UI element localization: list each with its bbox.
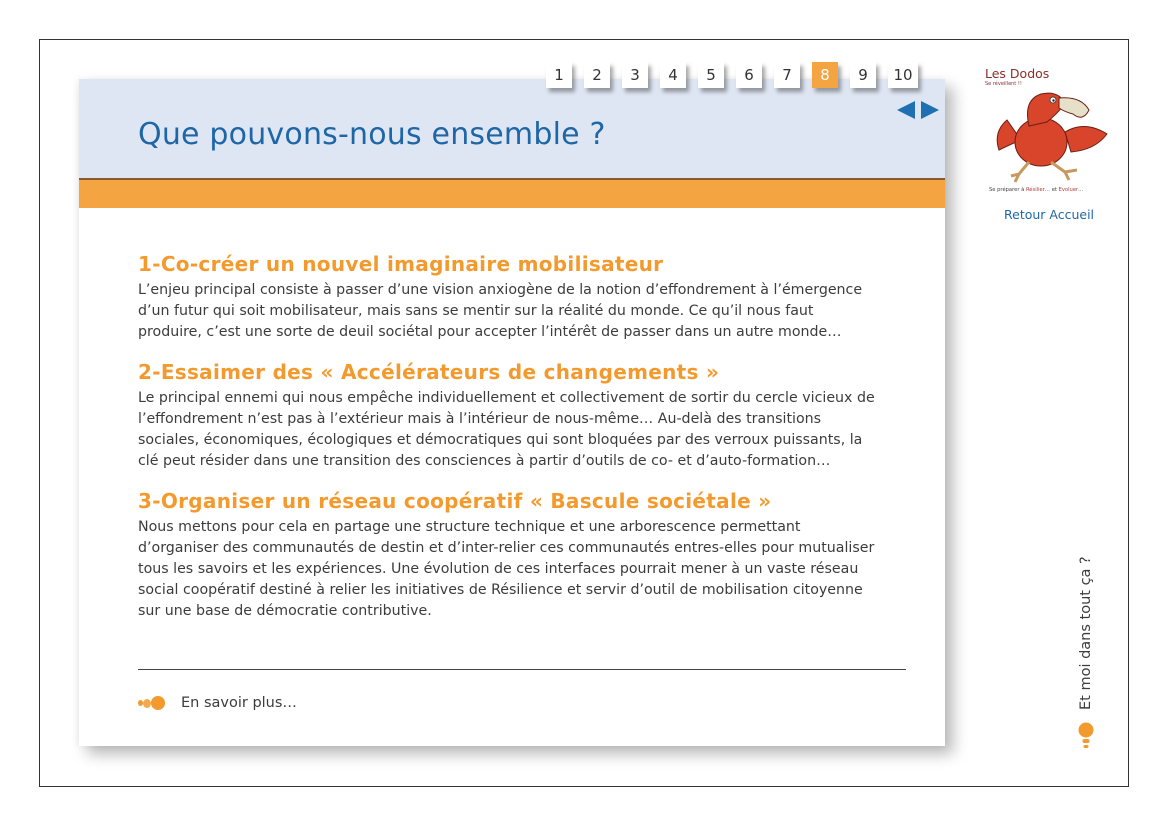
section-title: 3-Organiser un réseau coopératif « Bascule sociétale » — [138, 489, 772, 513]
section-title: 1-Co-créer un nouvel imaginaire mobilisateur — [138, 252, 664, 276]
page-3-button[interactable]: 3 — [622, 62, 648, 88]
section-1 — [138, 252, 878, 343]
divider — [138, 669, 906, 670]
page-10-button[interactable]: 10 — [888, 62, 918, 88]
logo-subtitle: Se réveillent !! — [985, 81, 1022, 87]
page-1-button[interactable]: 1 — [546, 62, 572, 88]
home-link[interactable]: Retour Accueil — [1004, 207, 1095, 222]
page-7-button[interactable]: 7 — [774, 62, 800, 88]
logo-title: Les Dodos — [985, 66, 1050, 81]
more-link[interactable] — [138, 695, 297, 711]
page-arrows — [897, 101, 939, 119]
page-9-button[interactable]: 9 — [850, 62, 876, 88]
page-4-button[interactable]: 4 — [660, 62, 686, 88]
logo[interactable] — [985, 66, 1110, 198]
triangle-left-icon[interactable] — [897, 101, 915, 119]
page-title: Que pouvons-nous ensemble ? — [138, 117, 606, 152]
side-question-link[interactable]: Et moi dans tout ça ? — [1078, 556, 1094, 710]
section-body: Le principal ennemi qui nous empêche individuellement et collectivement de sortir du cercle vicieux de l’effondrement n’est pas à l’extérieur mais à l’intérieur de nous-même… Au-delà des transitions sociales, économiques, écologiques et démocratiques qui sont bloquées par des verroux puissants, la clé peut résider dans une transition des consciences à partir d’outils de co- et d’auto-formation… — [138, 390, 875, 469]
section-title: 2-Essaimer des « Accélérateurs de changements » — [138, 360, 720, 384]
page-5-button[interactable]: 5 — [698, 62, 724, 88]
logo-tagline: Se préparer à Résilier… et Evoluer… — [989, 187, 1084, 193]
more-link-label[interactable]: En savoir plus… — [181, 695, 297, 711]
page-8-button-current[interactable]: 8 — [812, 62, 838, 88]
section-body: L’enjeu principal consiste à passer d’une vision anxiogène de la notion d’effondrement à l’émergence d’un futur qui soit mobilisateur, mais sans se mentir sur la réalité du monde. Ce qu’il nous faut produire, c’est une sorte de deuil sociétal pour accepter l’intérêt de passer dans un autre monde… — [138, 282, 863, 340]
triangle-right-icon[interactable] — [921, 101, 939, 119]
pagination — [546, 62, 930, 88]
orange-band — [79, 178, 945, 208]
main-content — [138, 252, 878, 639]
orange-dots-icon — [138, 695, 168, 711]
page-6-button[interactable]: 6 — [736, 62, 762, 88]
section-3 — [138, 489, 878, 622]
section-body: Nous mettons pour cela en partage une structure technique et une arborescence permettant d’organiser des communautés de destin et d’inter-relier ces communautés entres-elles pour mutualiser tous les savoirs et les expériences. Une évolution de ces interfaces pourrait mener à un vaste réseau social coopératif destiné à relier les initiatives de Résilience et servir d’outil de mobilisation citoyenne sur une base de démocratie contributive. — [138, 519, 875, 619]
page-2-button[interactable]: 2 — [584, 62, 610, 88]
dodo-mascot-icon — [985, 70, 1110, 188]
lightbulb-icon[interactable] — [1078, 722, 1094, 752]
section-2 — [138, 360, 878, 472]
card-header — [79, 79, 945, 178]
